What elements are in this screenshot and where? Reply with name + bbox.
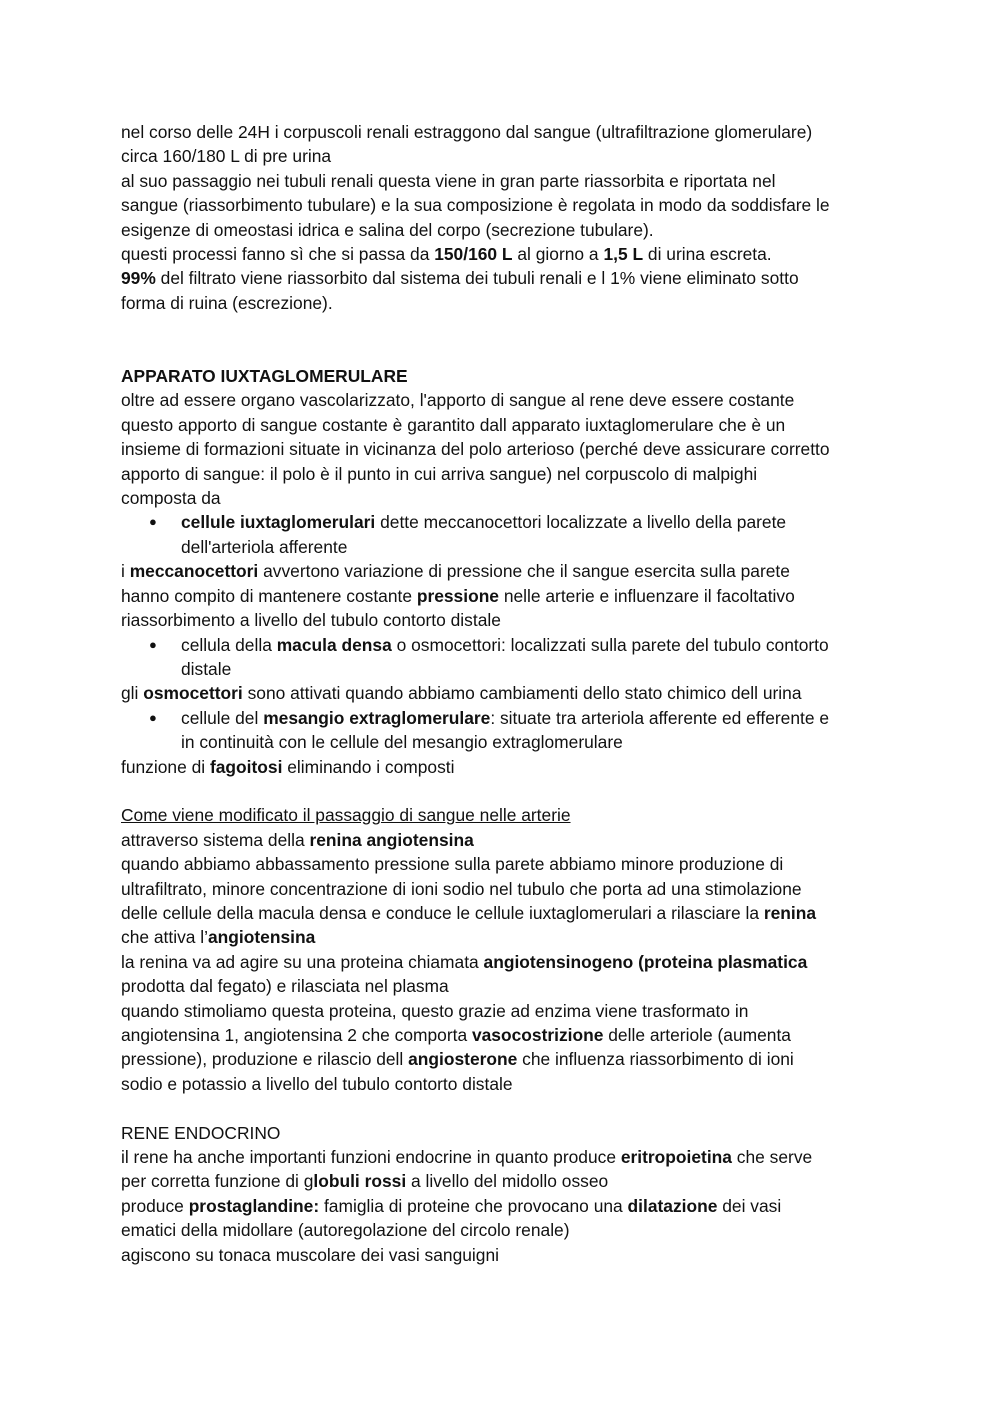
intro-line-7: 99% del filtrato viene riassorbito dal sistema dei tubuli renali e l 1% viene eliminato sotto [121,268,799,289]
document-page [121,120,911,1267]
renina-line-3: ultrafiltrato, minore concentrazione di ioni sodio nel tubulo che porta ad una stimolazione [121,878,802,899]
renina-line-2: quando abbiamo abbassamento pressione sulla parete abbiamo minore produzione di [121,854,784,875]
iuxta-line-9: gli osmocettori sono attivati quando abbiamo cambiamenti dello stato chimico dell urina [121,683,802,704]
endocrino-line-2: per corretta funzione di globuli rossi a livello del midollo osseo [121,1171,609,1192]
intro-line-2: circa 160/180 L di pre urina [121,146,332,167]
iuxta-line-5: composta da [121,488,221,509]
section-title-rene-endocrino: RENE ENDOCRINO [121,1122,281,1143]
spacer [121,315,911,364]
intro-line-6: questi processi fanno sì che si passa da 150/160 L al giorno a 1,5 L di urina escreta. [121,244,772,265]
renina-line-6: la renina va ad agire su una proteina chiamata angiotensinogeno (proteina plasmatica [121,951,808,972]
renina-line-9: angiotensina 1, angiotensina 2 che comporta vasocostrizione delle arteriole (aumenta [121,1025,791,1045]
intro-line-4: sangue (riassorbimento tubulare) e la sua composizione è regolata in modo da soddisfare le [121,195,830,216]
section-title-iuxtaglomerulare: APPARATO IUXTAGLOMERULARE [121,366,408,387]
iuxta-line-6: i meccanocettori avvertono variazione di pressione che il sangue esercita sulla parete [121,561,790,582]
bullet-icon: ● [149,514,157,530]
bullet-item-macula-densa: ● cellula della macula densa o osmocettori: localizzati sulla parete del tubulo contorto distale [149,634,829,679]
renina-line-4: delle cellule della macula densa e conduce le cellule iuxtaglomerulari a rilasciare la renina [121,902,817,923]
iuxta-line-3: insieme di formazioni situate in vicinanza del polo arterioso (perché deve assicurare corretto [121,439,830,460]
bullet-item-mesangio: ● cellule del mesangio extraglomerulare: situate tra arteriola afferente ed efferente e in continuità con le cellule del mesangio extraglomerulare [149,707,830,753]
intro-line-1: nel corso delle 24H i corpuscoli renali estraggono dal sangue (ultrafiltrazione glomerulare) [121,122,813,142]
renina-line-7: prodotta dal fegato) e rilasciata nel plasma [121,976,449,997]
endocrino-line-5: agiscono su tonaca muscolare dei vasi sanguigni [121,1244,499,1265]
endocrino-line-4: ematici della midollare (autoregolazione del circolo renale) [121,1220,570,1241]
endocrino-line-3: produce prostaglandine: famiglia di proteine che provocano una dilatazione dei vasi [121,1195,782,1216]
bullet-icon: ● [149,709,157,725]
iuxta-line-1: oltre ad essere organo vascolarizzato, l'apporto di sangue al rene deve essere costante [121,390,795,411]
renina-line-10: pressione), produzione e rilascio dell angiosterone che influenza riassorbimento di ioni [121,1049,794,1070]
spacer [121,779,911,803]
intro-line-8: forma di ruina (escrezione). [121,292,333,313]
bullet-item-cellule-iuxtaglomerulari: ● cellule iuxtaglomerulari dette meccanocettori localizzate a livello della parete dell'arteriola afferente [149,512,787,557]
renina-line-11: sodio e potassio a livello del tubulo contorto distale [121,1073,513,1094]
iuxta-line-2: questo apporto di sangue costante è garantito dall apparato iuxtaglomerulare che è un [121,414,786,435]
intro-line-3: al suo passaggio nei tubuli renali questa viene in gran parte riassorbita e riportata nel [121,170,776,191]
renina-line-8: quando stimoliamo questa proteina, questo grazie ad enzima viene trasformato in [121,1000,749,1021]
intro-line-5: esigenze di omeostasi idrica e salina del corpo (secrezione tubulare). [121,219,654,240]
renina-line-1: attraverso sistema della renina angiotensina [121,829,474,850]
spacer [121,1096,911,1120]
iuxta-line-10: funzione di fagoitosi eliminando i composti [121,756,455,777]
iuxta-line-8: riassorbimento a livello del tubulo contorto distale [121,610,501,631]
bullet-icon: ● [149,636,157,652]
subtitle-renina: Come viene modificato il passaggio di sangue nelle arterie [121,805,571,826]
iuxta-line-4: apporto di sangue: il polo è il punto in cui arriva sangue) nel corpuscolo di malpighi [121,463,758,484]
endocrino-line-1: il rene ha anche importanti funzioni endocrine in quanto produce eritropoietina che serve [121,1147,813,1168]
iuxta-line-7: hanno compito di mantenere costante pressione nelle arterie e influenzare il facoltativo [121,585,795,606]
renina-line-5: che attiva l’angiotensina [121,927,316,948]
